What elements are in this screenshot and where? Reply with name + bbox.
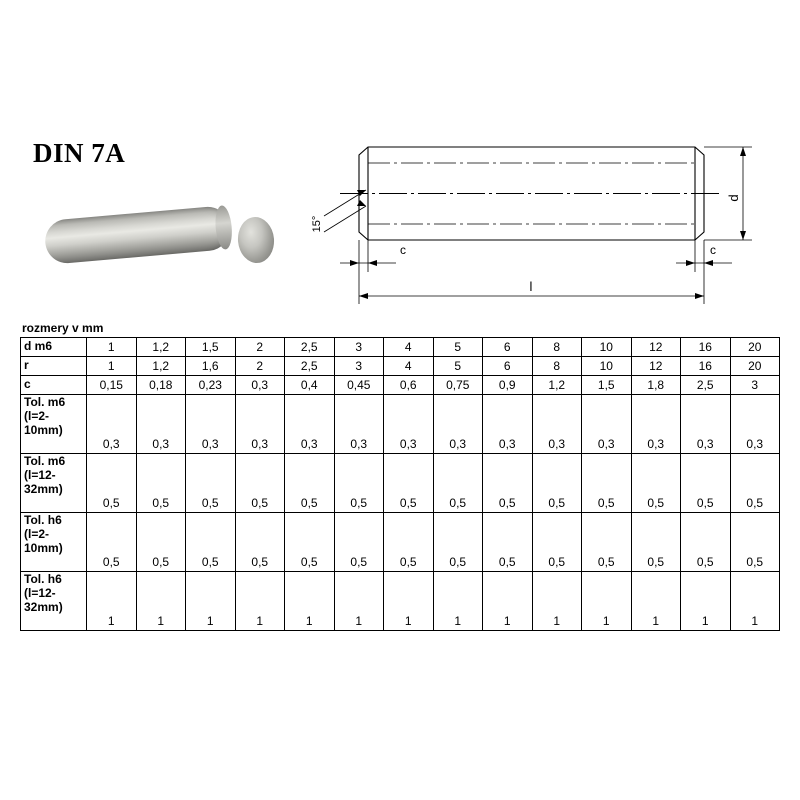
arrow-c-right-2 <box>704 260 713 266</box>
page-title: DIN 7A <box>33 138 126 168</box>
table-cell: 0,5 <box>433 454 483 513</box>
table-cell: 0,45 <box>334 376 384 395</box>
table-cell: 0,3 <box>582 395 632 454</box>
table-cell: 1,6 <box>186 357 236 376</box>
table-cell: 0,5 <box>681 454 731 513</box>
table-cell: 1 <box>235 572 285 631</box>
label-c-left: c <box>400 243 406 257</box>
table-row <box>21 513 780 572</box>
table-cell: 0,5 <box>631 454 681 513</box>
table-cell: 1,2 <box>532 376 582 395</box>
table-cell: 0,3 <box>631 395 681 454</box>
table-cell: 1 <box>433 572 483 631</box>
table-row <box>21 376 780 395</box>
cylindrical-pin-end-face-photo <box>236 216 276 265</box>
table-cell: 20 <box>730 357 780 376</box>
table-cell: 0,5 <box>136 454 186 513</box>
table-row <box>21 454 780 513</box>
table-cell: 0,5 <box>384 513 434 572</box>
table-cell: 0,5 <box>681 513 731 572</box>
table-cell: 1 <box>87 338 137 357</box>
table-cell: 2,5 <box>681 376 731 395</box>
table-cell: 0,5 <box>186 513 236 572</box>
table-cell: 0,5 <box>285 513 335 572</box>
table-cell: 0,5 <box>582 513 632 572</box>
table-cell: 1,5 <box>186 338 236 357</box>
table-cell: 0,3 <box>730 395 780 454</box>
table-cell: 0,9 <box>483 376 533 395</box>
table-row-header: d m6 <box>21 338 87 357</box>
table-cell: 0,6 <box>384 376 434 395</box>
arrow-c-left-1 <box>350 260 359 266</box>
table-cell: 10 <box>582 338 632 357</box>
table-cell: 0,5 <box>384 454 434 513</box>
table-cell: 16 <box>681 357 731 376</box>
table-cell: 0,23 <box>186 376 236 395</box>
technical-drawing <box>300 120 770 320</box>
table-cell: 0,5 <box>483 454 533 513</box>
table-cell: 0,5 <box>186 454 236 513</box>
table-cell: 0,4 <box>285 376 335 395</box>
table-cell: 3 <box>334 357 384 376</box>
arrow-c-right-1 <box>686 260 695 266</box>
table-cell: 0,3 <box>681 395 731 454</box>
table-cell: 1 <box>483 572 533 631</box>
table-row <box>21 338 780 357</box>
table-cell: 1 <box>186 572 236 631</box>
table-cell: 12 <box>631 338 681 357</box>
table-cell: 2,5 <box>285 357 335 376</box>
table-cell: 0,5 <box>334 513 384 572</box>
table-cell: 1 <box>285 572 335 631</box>
table-cell: 0,5 <box>136 513 186 572</box>
table-row-header: Tol. m6 (l=2-10mm) <box>21 395 87 454</box>
table-cell: 20 <box>730 338 780 357</box>
arrow-d-bottom <box>740 231 746 240</box>
table-cell: 2,5 <box>285 338 335 357</box>
table-cell: 1 <box>730 572 780 631</box>
cylindrical-pin-body-photo <box>43 205 231 265</box>
table-cell: 0,3 <box>235 395 285 454</box>
angle-leader-2 <box>324 206 366 232</box>
table-cell: 1,5 <box>582 376 632 395</box>
table-cell: 2 <box>235 357 285 376</box>
table-cell: 0,5 <box>285 454 335 513</box>
table-row-header: Tol. h6 (l=12-32mm) <box>21 572 87 631</box>
table-row <box>21 395 780 454</box>
arrow-c-left-2 <box>368 260 377 266</box>
table-cell: 0,3 <box>483 395 533 454</box>
table-cell: 0,5 <box>433 513 483 572</box>
table-cell: 1 <box>681 572 731 631</box>
table-cell: 0,3 <box>433 395 483 454</box>
table-cell: 1,2 <box>136 357 186 376</box>
table-cell: 0,75 <box>433 376 483 395</box>
table-cell: 0,5 <box>235 513 285 572</box>
table-cell: 0,5 <box>631 513 681 572</box>
table-cell: 0,5 <box>582 454 632 513</box>
table-cell: 0,3 <box>384 395 434 454</box>
table-cell: 0,5 <box>334 454 384 513</box>
label-angle: 15° <box>311 215 323 233</box>
table-cell: 0,3 <box>186 395 236 454</box>
table-cell: 10 <box>582 357 632 376</box>
table-cell: 0,5 <box>87 513 137 572</box>
table-cell: 1 <box>136 572 186 631</box>
table-cell: 0,5 <box>730 513 780 572</box>
table-cell: 5 <box>433 338 483 357</box>
table-cell: 0,5 <box>235 454 285 513</box>
table-cell: 16 <box>681 338 731 357</box>
table-cell: 1 <box>631 572 681 631</box>
table-cell: 1,2 <box>136 338 186 357</box>
table-cell: 5 <box>433 357 483 376</box>
product-photo <box>35 195 285 285</box>
units-note: rozmery v mm <box>22 321 104 335</box>
table-cell: 0,3 <box>532 395 582 454</box>
table-row-header: Tol. h6 (l=2-10mm) <box>21 513 87 572</box>
table-cell: 8 <box>532 357 582 376</box>
label-c-right: c <box>710 243 716 257</box>
table-cell: 0,3 <box>235 376 285 395</box>
table-cell: 0,3 <box>87 395 137 454</box>
arrow-l-left <box>359 293 368 299</box>
label-l: l <box>529 279 533 294</box>
table-cell: 0,5 <box>87 454 137 513</box>
table-cell: 1 <box>582 572 632 631</box>
table-cell: 1 <box>334 572 384 631</box>
table-cell: 1,8 <box>631 376 681 395</box>
technical-drawing-svg <box>300 120 770 320</box>
table-cell: 2 <box>235 338 285 357</box>
table-cell: 0,5 <box>730 454 780 513</box>
table-cell: 4 <box>384 338 434 357</box>
arrow-angle-2 <box>357 200 366 206</box>
table-cell: 6 <box>483 357 533 376</box>
arrow-d-top <box>740 147 746 156</box>
table-cell: 0,15 <box>87 376 137 395</box>
table-row <box>21 572 780 631</box>
table-body <box>21 338 780 631</box>
table-cell: 0,5 <box>532 513 582 572</box>
table-cell: 1 <box>87 572 137 631</box>
table-cell: 0,3 <box>334 395 384 454</box>
table-cell: 0,3 <box>136 395 186 454</box>
specification-table <box>20 337 780 631</box>
table-cell: 1 <box>532 572 582 631</box>
table-cell: 0,5 <box>483 513 533 572</box>
table-cell: 8 <box>532 338 582 357</box>
table-cell: 0,3 <box>285 395 335 454</box>
table-row-header: r <box>21 357 87 376</box>
table-cell: 0,5 <box>532 454 582 513</box>
table-cell: 6 <box>483 338 533 357</box>
table-cell: 1 <box>384 572 434 631</box>
table-cell: 12 <box>631 357 681 376</box>
table-cell: 1 <box>87 357 137 376</box>
arrow-l-right <box>695 293 704 299</box>
table-cell: 3 <box>334 338 384 357</box>
table-cell: 4 <box>384 357 434 376</box>
table-row <box>21 357 780 376</box>
table-cell: 0,18 <box>136 376 186 395</box>
table-row-header: c <box>21 376 87 395</box>
table-row-header: Tol. m6 (l=12-32mm) <box>21 454 87 513</box>
table-cell: 3 <box>730 376 780 395</box>
label-d: d <box>726 194 741 202</box>
